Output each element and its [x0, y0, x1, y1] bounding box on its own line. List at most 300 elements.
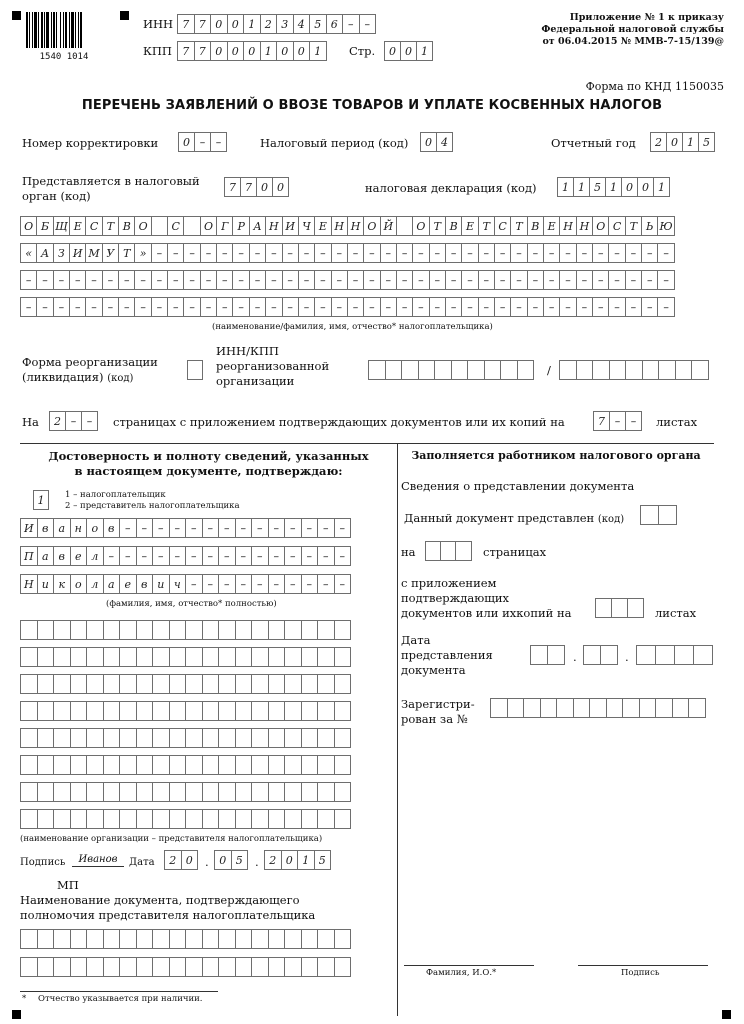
registration-cell[interactable] — [540, 698, 558, 718]
representative-org-cell[interactable] — [53, 755, 71, 775]
reorg-kpp-cell[interactable] — [609, 360, 627, 380]
representative-org-cell[interactable] — [317, 809, 335, 829]
representative-org-cell[interactable] — [218, 701, 236, 721]
representative-org-cell[interactable] — [284, 620, 302, 640]
taxpayer-name-cell[interactable]: – — [167, 270, 184, 290]
representative-org-cell[interactable] — [152, 782, 170, 802]
representative-org-cell[interactable] — [152, 674, 170, 694]
taxpayer-name-cell[interactable]: – — [494, 297, 511, 317]
firstname-cell[interactable]: – — [334, 546, 352, 566]
firstname-cell[interactable]: е — [70, 546, 88, 566]
representative-org-cell[interactable] — [268, 755, 286, 775]
representative-org-row[interactable] — [20, 701, 350, 721]
representative-org-cell[interactable] — [251, 728, 269, 748]
authority-doc-cell[interactable] — [202, 957, 220, 977]
representative-org-cell[interactable] — [251, 782, 269, 802]
taxpayer-name-cell[interactable]: – — [478, 297, 495, 317]
taxpayer-name-cell[interactable]: Ь — [641, 216, 658, 236]
authority-doc-cell[interactable] — [103, 957, 121, 977]
representative-org-cell[interactable] — [169, 647, 187, 667]
authority-doc-cell[interactable] — [317, 929, 335, 949]
representative-org-cell[interactable] — [53, 809, 71, 829]
representative-org-cell[interactable] — [317, 755, 335, 775]
taxpayer-name-cell[interactable]: Н — [576, 216, 593, 236]
date-year-cell[interactable]: 5 — [314, 850, 332, 870]
declaration-cell[interactable]: 1 — [605, 177, 622, 197]
taxpayer-name-cell[interactable]: – — [543, 243, 560, 263]
representative-org-row[interactable] — [20, 755, 350, 775]
patronymic-cell[interactable]: – — [284, 574, 302, 594]
kpp-cell[interactable]: 7 — [194, 41, 212, 61]
taxpayer-name-cell[interactable]: – — [85, 270, 102, 290]
taxpayer-name-cell[interactable]: С — [85, 216, 102, 236]
patronymic-cell[interactable]: – — [185, 574, 203, 594]
representative-org-cell[interactable] — [334, 728, 352, 748]
representative-org-cell[interactable] — [152, 755, 170, 775]
date-year-cell[interactable]: 2 — [264, 850, 282, 870]
taxpayer-name-cell[interactable]: – — [510, 297, 527, 317]
representative-org-cell[interactable] — [284, 755, 302, 775]
report-year-cells[interactable] — [650, 132, 714, 152]
taxpayer-name-cell[interactable]: Н — [559, 216, 576, 236]
submission-date-year[interactable] — [636, 645, 712, 665]
inn-cell[interactable]: – — [342, 14, 360, 34]
taxpayer-name-cell[interactable]: – — [216, 297, 233, 317]
representative-org-cell[interactable] — [301, 647, 319, 667]
taxpayer-name-cell[interactable]: – — [478, 270, 495, 290]
authority-doc-cell[interactable] — [103, 929, 121, 949]
taxpayer-name-cell[interactable]: – — [657, 243, 674, 263]
kpp-cell[interactable]: 0 — [276, 41, 294, 61]
reorg-inn-cell[interactable] — [517, 360, 535, 380]
taxpayer-name-cell[interactable]: – — [641, 270, 658, 290]
authority-doc-cell[interactable] — [218, 957, 236, 977]
registration-cell[interactable] — [523, 698, 541, 718]
taxpayer-name-cell[interactable]: Г — [216, 216, 233, 236]
representative-org-cell[interactable] — [53, 674, 71, 694]
representative-org-cell[interactable] — [334, 674, 352, 694]
authority-doc-cell[interactable] — [136, 929, 154, 949]
taxpayer-name-cell[interactable]: – — [527, 297, 544, 317]
taxpayer-name-cell[interactable]: Е — [543, 216, 560, 236]
tax-period-cells[interactable] — [420, 132, 452, 152]
authority-doc-cell[interactable] — [37, 957, 55, 977]
representative-org-cell[interactable] — [202, 620, 220, 640]
representative-org-row[interactable] — [20, 647, 350, 667]
correction-cells[interactable] — [178, 132, 226, 152]
correction-cell[interactable]: 0 — [178, 132, 195, 152]
taxpayer-name-cell[interactable]: – — [102, 270, 119, 290]
representative-org-cell[interactable] — [103, 701, 121, 721]
representative-org-cell[interactable] — [235, 809, 253, 829]
surname-cell[interactable]: – — [185, 518, 203, 538]
date-month-cell[interactable]: 5 — [231, 850, 249, 870]
representative-org-cell[interactable] — [20, 782, 38, 802]
representative-org-cell[interactable] — [86, 701, 104, 721]
patronymic-cell[interactable]: л — [86, 574, 104, 594]
surname-cell[interactable]: – — [202, 518, 220, 538]
representative-org-cell[interactable] — [185, 755, 203, 775]
representative-org-cell[interactable] — [301, 728, 319, 748]
taxpayer-name-cell[interactable]: – — [608, 297, 625, 317]
tax-authority-cell[interactable]: 0 — [256, 177, 273, 197]
reorg-kpp-cell[interactable] — [559, 360, 577, 380]
taxpayer-name-cell[interactable]: – — [559, 243, 576, 263]
taxpayer-name-cell[interactable]: – — [592, 243, 609, 263]
patronymic-cell[interactable]: – — [301, 574, 319, 594]
representative-org-cell[interactable] — [301, 674, 319, 694]
kpp-cell[interactable]: 0 — [210, 41, 228, 61]
firstname-cell[interactable]: – — [103, 546, 121, 566]
taxpayer-name-row[interactable] — [20, 216, 674, 236]
representative-org-cell[interactable] — [152, 728, 170, 748]
taxpayer-name-cell[interactable]: – — [429, 243, 446, 263]
surname-cell[interactable]: – — [301, 518, 319, 538]
inn-cell[interactable]: 4 — [293, 14, 311, 34]
date-month-cell[interactable]: 0 — [214, 850, 232, 870]
taxpayer-name-cell[interactable]: – — [249, 297, 266, 317]
declaration-cell[interactable]: 1 — [653, 177, 670, 197]
patronymic-cell[interactable]: ч — [169, 574, 187, 594]
taxpayer-name-cell[interactable]: О — [134, 216, 151, 236]
taxpayer-name-cell[interactable]: – — [429, 270, 446, 290]
taxpayer-name-cell[interactable] — [396, 216, 413, 236]
representative-org-cell[interactable] — [136, 782, 154, 802]
submitted-pages-cells[interactable] — [425, 541, 471, 561]
representative-org-cell[interactable] — [136, 755, 154, 775]
taxpayer-name-cell[interactable]: – — [543, 297, 560, 317]
authority-doc-cell[interactable] — [152, 929, 170, 949]
taxpayer-name-cell[interactable]: Е — [69, 216, 86, 236]
representative-org-cell[interactable] — [185, 809, 203, 829]
surname-cells[interactable] — [20, 518, 350, 538]
taxpayer-name-cell[interactable]: – — [36, 270, 53, 290]
taxpayer-name-cell[interactable]: – — [445, 270, 462, 290]
correction-cell[interactable]: – — [194, 132, 211, 152]
representative-org-cell[interactable] — [103, 728, 121, 748]
reorg-kpp-cell[interactable] — [576, 360, 594, 380]
reorg-kpp-cell[interactable] — [691, 360, 709, 380]
declaration-cell[interactable]: 5 — [589, 177, 606, 197]
taxpayer-name-cell[interactable]: – — [298, 243, 315, 263]
inn-cell[interactable]: 7 — [194, 14, 212, 34]
reorg-kpp-cell[interactable] — [658, 360, 676, 380]
representative-org-cell[interactable] — [103, 620, 121, 640]
taxpayer-name-cell[interactable]: Й — [380, 216, 397, 236]
representative-org-cell[interactable] — [202, 755, 220, 775]
representative-org-cell[interactable] — [20, 674, 38, 694]
taxpayer-name-cell[interactable]: – — [167, 243, 184, 263]
authority-doc-cell[interactable] — [185, 929, 203, 949]
representative-org-cell[interactable] — [169, 728, 187, 748]
representative-org-cell[interactable] — [103, 674, 121, 694]
submitted-code-cells[interactable] — [640, 505, 676, 525]
taxpayer-name-cell[interactable]: – — [461, 243, 478, 263]
representative-org-cell[interactable] — [185, 782, 203, 802]
taxpayer-name-cell[interactable]: – — [102, 297, 119, 317]
representative-org-cell[interactable] — [202, 701, 220, 721]
representative-org-cell[interactable] — [37, 755, 55, 775]
taxpayer-name-cell[interactable]: – — [625, 297, 642, 317]
representative-org-cell[interactable] — [268, 809, 286, 829]
date-year-cell[interactable]: 0 — [281, 850, 299, 870]
taxpayer-name-cell[interactable]: – — [331, 270, 348, 290]
representative-org-cell[interactable] — [284, 674, 302, 694]
firstname-cell[interactable]: л — [86, 546, 104, 566]
sheets-cells[interactable] — [593, 411, 641, 431]
representative-org-cell[interactable] — [20, 647, 38, 667]
authority-doc-cell[interactable] — [235, 929, 253, 949]
authority-doc-cell[interactable] — [136, 957, 154, 977]
representative-org-cell[interactable] — [185, 647, 203, 667]
patronymic-cell[interactable]: – — [334, 574, 352, 594]
taxpayer-name-cell[interactable]: – — [118, 297, 135, 317]
representative-org-cell[interactable] — [268, 647, 286, 667]
representative-org-cell[interactable] — [235, 701, 253, 721]
representative-org-cell[interactable] — [185, 701, 203, 721]
representative-org-cell[interactable] — [334, 782, 352, 802]
authority-doc-cell[interactable] — [218, 929, 236, 949]
representative-org-cell[interactable] — [136, 701, 154, 721]
representative-org-cell[interactable] — [185, 674, 203, 694]
registration-cell[interactable] — [688, 698, 706, 718]
authority-doc-cell[interactable] — [317, 957, 335, 977]
inn-cell[interactable]: 0 — [210, 14, 228, 34]
taxpayer-name-cell[interactable]: Т — [118, 243, 135, 263]
attachment-sheets-cells[interactable] — [595, 598, 643, 618]
taxpayer-name-cell[interactable]: – — [347, 243, 364, 263]
kpp-cell[interactable]: 1 — [260, 41, 278, 61]
firstname-cell[interactable]: – — [251, 546, 269, 566]
taxpayer-name-row[interactable] — [20, 270, 674, 290]
representative-org-cell[interactable] — [218, 620, 236, 640]
representative-org-cell[interactable] — [152, 647, 170, 667]
representative-org-cell[interactable] — [218, 782, 236, 802]
report-year-cell[interactable]: 2 — [650, 132, 667, 152]
report-year-cell[interactable]: 1 — [682, 132, 699, 152]
firstname-cell[interactable]: – — [268, 546, 286, 566]
representative-org-cell[interactable] — [251, 647, 269, 667]
representative-org-cell[interactable] — [169, 809, 187, 829]
taxpayer-name-cell[interactable]: – — [657, 270, 674, 290]
taxpayer-name-cell[interactable]: О — [20, 216, 37, 236]
firstname-cell[interactable]: – — [169, 546, 187, 566]
representative-org-cell[interactable] — [169, 701, 187, 721]
representative-org-cell[interactable] — [119, 782, 137, 802]
taxpayer-name-cell[interactable]: – — [298, 270, 315, 290]
firstname-cell[interactable]: – — [284, 546, 302, 566]
taxpayer-name-cell[interactable]: – — [216, 243, 233, 263]
representative-org-cell[interactable] — [37, 620, 55, 640]
taxpayer-name-cell[interactable]: Ч — [298, 216, 315, 236]
taxpayer-name-cell[interactable]: Щ — [53, 216, 70, 236]
taxpayer-name-cell[interactable]: – — [69, 297, 86, 317]
representative-org-cell[interactable] — [185, 728, 203, 748]
firstname-cell[interactable]: – — [301, 546, 319, 566]
representative-org-cell[interactable] — [235, 728, 253, 748]
representative-org-cell[interactable] — [317, 782, 335, 802]
taxpayer-name-cell[interactable]: – — [331, 243, 348, 263]
taxpayer-name-cell[interactable]: Ю — [657, 216, 674, 236]
submission-date-day[interactable] — [530, 645, 564, 665]
representative-org-cell[interactable] — [119, 674, 137, 694]
surname-cell[interactable]: – — [235, 518, 253, 538]
taxpayer-name-cell[interactable]: – — [151, 243, 168, 263]
patronymic-cell[interactable]: в — [136, 574, 154, 594]
authority-doc-cell[interactable] — [185, 957, 203, 977]
representative-org-cell[interactable] — [86, 728, 104, 748]
reorg-kpp-cell[interactable] — [625, 360, 643, 380]
representative-org-cell[interactable] — [251, 674, 269, 694]
representative-org-cell[interactable] — [284, 728, 302, 748]
firstname-cell[interactable]: в — [53, 546, 71, 566]
taxpayer-name-cell[interactable]: – — [527, 243, 544, 263]
taxpayer-name-row[interactable] — [20, 243, 674, 263]
taxpayer-name-cell[interactable]: – — [183, 270, 200, 290]
authority-doc-cell[interactable] — [334, 957, 352, 977]
patronymic-cell[interactable]: и — [152, 574, 170, 594]
representative-org-cell[interactable] — [37, 728, 55, 748]
tax-period-cell[interactable]: 0 — [420, 132, 437, 152]
taxpayer-name-cell[interactable]: – — [625, 270, 642, 290]
representative-org-cell[interactable] — [202, 782, 220, 802]
taxpayer-name-cell[interactable]: О — [200, 216, 217, 236]
representative-org-cell[interactable] — [235, 647, 253, 667]
taxpayer-name-cell[interactable]: – — [200, 297, 217, 317]
representative-org-cell[interactable] — [70, 782, 88, 802]
representative-org-cell[interactable] — [235, 620, 253, 640]
taxpayer-name-cell[interactable]: – — [641, 243, 658, 263]
authority-doc-cell[interactable] — [268, 929, 286, 949]
representative-org-cell[interactable] — [268, 701, 286, 721]
reorg-form-cell[interactable] — [187, 360, 202, 380]
surname-cell[interactable]: – — [136, 518, 154, 538]
representative-org-cell[interactable] — [169, 755, 187, 775]
representative-org-cell[interactable] — [136, 674, 154, 694]
taxpayer-name-cell[interactable]: – — [331, 297, 348, 317]
reorg-kpp-cells[interactable] — [559, 360, 708, 380]
taxpayer-name-cell[interactable]: С — [494, 216, 511, 236]
representative-org-cell[interactable] — [70, 701, 88, 721]
registration-cell[interactable] — [639, 698, 657, 718]
surname-cell[interactable]: – — [268, 518, 286, 538]
reorg-inn-cell[interactable] — [401, 360, 419, 380]
representative-org-cell[interactable] — [218, 809, 236, 829]
surname-cell[interactable]: – — [169, 518, 187, 538]
reorg-inn-cell[interactable] — [368, 360, 386, 380]
taxpayer-name-cell[interactable]: – — [134, 297, 151, 317]
taxpayer-name-cell[interactable]: – — [53, 270, 70, 290]
representative-org-cell[interactable] — [70, 809, 88, 829]
taxpayer-name-cell[interactable]: – — [543, 270, 560, 290]
representative-org-cell[interactable] — [317, 728, 335, 748]
taxpayer-name-cell[interactable]: – — [20, 270, 37, 290]
patronymic-cell[interactable]: – — [235, 574, 253, 594]
taxpayer-name-cell[interactable]: – — [363, 270, 380, 290]
authority-doc-cell[interactable] — [169, 957, 187, 977]
authority-doc-cell[interactable] — [169, 929, 187, 949]
correction-cell[interactable]: – — [210, 132, 227, 152]
representative-org-cell[interactable] — [268, 782, 286, 802]
representative-org-cell[interactable] — [103, 782, 121, 802]
taxpayer-name-cell[interactable]: – — [69, 270, 86, 290]
taxpayer-name-cell[interactable]: Н — [331, 216, 348, 236]
reorg-inn-cell[interactable] — [418, 360, 436, 380]
taxpayer-name-cell[interactable]: У — [102, 243, 119, 263]
representative-org-cell[interactable] — [251, 809, 269, 829]
patronymic-cell[interactable]: и — [37, 574, 55, 594]
patronymic-cell[interactable]: о — [70, 574, 88, 594]
authority-doc-cell[interactable] — [251, 929, 269, 949]
representative-org-cell[interactable] — [37, 701, 55, 721]
taxpayer-name-cell[interactable]: – — [429, 297, 446, 317]
signer-type-cell[interactable]: 1 — [33, 490, 48, 510]
representative-org-cell[interactable] — [119, 620, 137, 640]
reorg-inn-cells[interactable] — [368, 360, 533, 380]
taxpayer-name-cell[interactable]: О — [363, 216, 380, 236]
registration-cell[interactable] — [589, 698, 607, 718]
representative-org-cell[interactable] — [251, 755, 269, 775]
authority-doc-cell[interactable] — [86, 929, 104, 949]
declaration-cells[interactable] — [557, 177, 669, 197]
taxpayer-name-cell[interactable]: – — [232, 270, 249, 290]
taxpayer-name-cell[interactable]: Е — [314, 216, 331, 236]
representative-org-cell[interactable] — [169, 782, 187, 802]
taxpayer-name-cell[interactable]: И — [69, 243, 86, 263]
representative-org-cell[interactable] — [136, 647, 154, 667]
taxpayer-name-cell[interactable]: – — [576, 297, 593, 317]
representative-org-cell[interactable] — [301, 755, 319, 775]
date-year-cell[interactable]: 1 — [297, 850, 315, 870]
representative-org-cell[interactable] — [202, 728, 220, 748]
tax-authority-cell[interactable]: 7 — [224, 177, 241, 197]
taxpayer-name-cell[interactable]: – — [85, 297, 102, 317]
firstname-cell[interactable]: а — [37, 546, 55, 566]
firstname-cell[interactable]: – — [317, 546, 335, 566]
representative-org-cell[interactable] — [70, 647, 88, 667]
inn-cell[interactable]: 6 — [326, 14, 344, 34]
taxpayer-name-cell[interactable]: – — [412, 243, 429, 263]
surname-cell[interactable]: – — [218, 518, 236, 538]
registration-cell[interactable] — [622, 698, 640, 718]
patronymic-cells[interactable] — [20, 574, 350, 594]
page-cell[interactable]: 1 — [416, 41, 433, 61]
representative-org-cell[interactable] — [301, 782, 319, 802]
patronymic-cell[interactable]: – — [218, 574, 236, 594]
representative-org-cell[interactable] — [152, 701, 170, 721]
taxpayer-name-cell[interactable]: – — [183, 243, 200, 263]
patronymic-cell[interactable]: е — [119, 574, 137, 594]
taxpayer-name-cell[interactable]: В — [445, 216, 462, 236]
firstname-cell[interactable]: – — [218, 546, 236, 566]
representative-org-cell[interactable] — [301, 620, 319, 640]
representative-org-cell[interactable] — [37, 647, 55, 667]
authority-doc-cell[interactable] — [53, 957, 71, 977]
authority-doc-cell[interactable] — [284, 957, 302, 977]
reorg-kpp-cell[interactable] — [642, 360, 660, 380]
authority-doc-cell[interactable] — [70, 929, 88, 949]
registration-cell[interactable] — [507, 698, 525, 718]
declaration-cell[interactable]: 0 — [621, 177, 638, 197]
sheets-cell[interactable]: – — [625, 411, 642, 431]
authority-doc-cell[interactable] — [235, 957, 253, 977]
representative-org-cell[interactable] — [251, 620, 269, 640]
pages-cell[interactable]: 2 — [49, 411, 66, 431]
submission-date-month[interactable] — [583, 645, 617, 665]
firstname-cell[interactable]: – — [119, 546, 137, 566]
taxpayer-name-cell[interactable]: – — [282, 297, 299, 317]
representative-org-cell[interactable] — [70, 755, 88, 775]
